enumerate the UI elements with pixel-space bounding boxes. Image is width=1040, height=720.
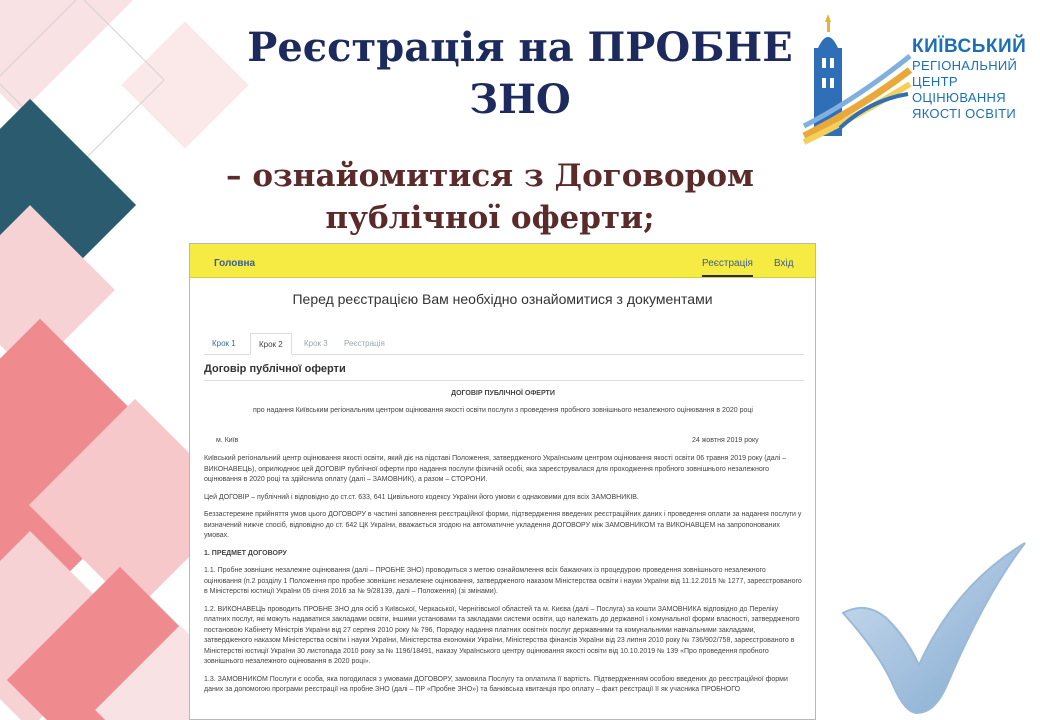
tab-step-1[interactable]: Крок 1: [212, 339, 236, 348]
doc-place-date: [204, 436, 802, 447]
tab-step-2[interactable]: Крок 2: [250, 333, 292, 355]
slide-subtitle: – ознайомитися з Договором публічної оферти;: [226, 158, 754, 236]
logo-line: ЯКОСТІ ОСВІТИ: [912, 106, 1017, 121]
slide-title: Реєстрація на ПРОБНЕ ЗНО: [247, 24, 793, 123]
doc-subtitle: про надання Київським регіональним центром оцінювання якості освіти послуги з проведення пробного зовнішнього незалежного оцінювання в 2020 році: [253, 406, 753, 414]
checkmark-icon: [835, 535, 1035, 720]
doc-paragraph: Цей ДОГОВІР – публічний і відповідно до ст.ст. 633, 641 Цивільного кодексу України його умови є однаковими для всіх ЗАМОВНИКІВ.: [204, 493, 639, 501]
doc-title: ДОГОВІР ПУБЛІЧНОЇ ОФЕРТИ: [451, 390, 555, 397]
website-screenshot: [189, 243, 816, 720]
logo-text: [912, 36, 1040, 122]
tab-registration[interactable]: Реєстрація: [344, 339, 385, 348]
nav-register-link[interactable]: Реєстрація: [702, 258, 753, 277]
nav-login-link[interactable]: Вхід: [774, 258, 794, 269]
logo-line: ЦЕНТР ОЦІНЮВАННЯ: [912, 74, 1006, 105]
offer-document: [204, 389, 802, 696]
doc-city: м. Київ: [216, 437, 239, 444]
nav-home-link[interactable]: Головна: [214, 258, 256, 269]
doc-paragraph: 1.2. ВИКОНАВЕЦЬ проводить ПРОБНЕ ЗНО для осіб з Київської, Черкаської, Чернігівської областей та м. Києва (далі – Послуга) за кошти ЗАМОВНИКА відповідно до Переліку платних послуг, які можуть надаватися закладами освіти, іншими установами та закладами системи освіти, що належать до державної і комунальної форми власності, затвердженого постановою Кабінету Міністрів України від 27 серпня 2010 року № 796, Порядку надання платних освітніх послуг державними та комунальними навчальними закладами, затвердженого наказом Міністерства освіти і науки України, Міністерства економіки України, Міністерства фінансів України від 23 липня 2010 року № 736/902/758, зареєстрованого в Міністерстві юстиції України 30 листопада 2010 року за № 1196/18491, наказу Українського центру оцінювання якості освіти від 10.10.2019 № 139 «Про проведення пробного зовнішнього незалежного оцінювання в 2020 році».: [204, 605, 800, 665]
step-tabs: [204, 333, 804, 355]
tab-step-3[interactable]: Крок 3: [304, 339, 328, 348]
page-heading: Перед реєстрацією Вам необхідно ознайомитися з документами: [292, 291, 713, 307]
logo-line: КИЇВСЬКИЙ: [912, 36, 1027, 57]
doc-paragraph: 1.1. Пробне зовнішнє незалежне оцінювання (далі – ПРОБНЕ ЗНО) проводиться з метою ознайомлення всіх бажаючих із процедурою проведення зовнішнього незалежного оцінювання (п.2 розділу 1 Положення про пробне зовнішнє незалежне оцінювання, затвердженого наказом Міністерства освіти і науки України від 11.12.2015 № 1277, зареєстрованого в Міністерстві юстиції України 05 січня 2016 за № 9/28139, далі – Положення) (зі змінами).: [204, 567, 802, 595]
doc-paragraph: 1.3. ЗАМОВНИКОМ Послуги є особа, яка погодилася з умовами ДОГОВОРУ, замовила Послугу та оплатила її вартість. Підтвердженням особою введених до реєстраційної форми даних за допомогою програми реєстрації на пробне ЗНО (далі – ПР «Пробне ЗНО») та банківська квитанція про оплату – факт реєстрації її як учасника ПРОБНОГО: [204, 675, 788, 693]
top-navbar: [190, 244, 815, 278]
doc-section-heading: 1. ПРЕДМЕТ ДОГОВОРУ: [204, 549, 287, 557]
doc-paragraph: Київський регіональний центр оцінювання якості освіти, який діє на підставі Положення, затвердженого Українським центром оцінювання якості освіти 06 травня 2019 року (далі – ВИКОНАВЕЦЬ), оприлюднює цей ДОГОВІР публічної оферти про надання послуги фізичній особі, яка зареєструвалася для проходження пробного зовнішнього незалежного оцінювання в 2020 році та здійснила оплату (далі – ЗАМОВНИК), а разом – СТОРОНИ.: [204, 455, 787, 483]
doc-paragraph: Беззастережне прийняття умов цього ДОГОВОРУ в частині заповнення реєстраційної форми, підтвердження введених реєстраційних даних і проведення оплати за надання послуги у визначений нижче спосіб, відповідно до ст. 642 ЦК України, вважається згодою на автоматичне укладення ДОГОВОРУ між ЗАМОВНИКОМ та ВИКОНАВЦЕМ на запропонованих умовах.: [204, 511, 802, 539]
document-heading: Договір публічної оферти: [204, 363, 804, 381]
doc-date: 24 жовтня 2019 року: [692, 437, 759, 444]
logo-line: РЕГІОНАЛЬНИЙ: [912, 58, 1018, 73]
